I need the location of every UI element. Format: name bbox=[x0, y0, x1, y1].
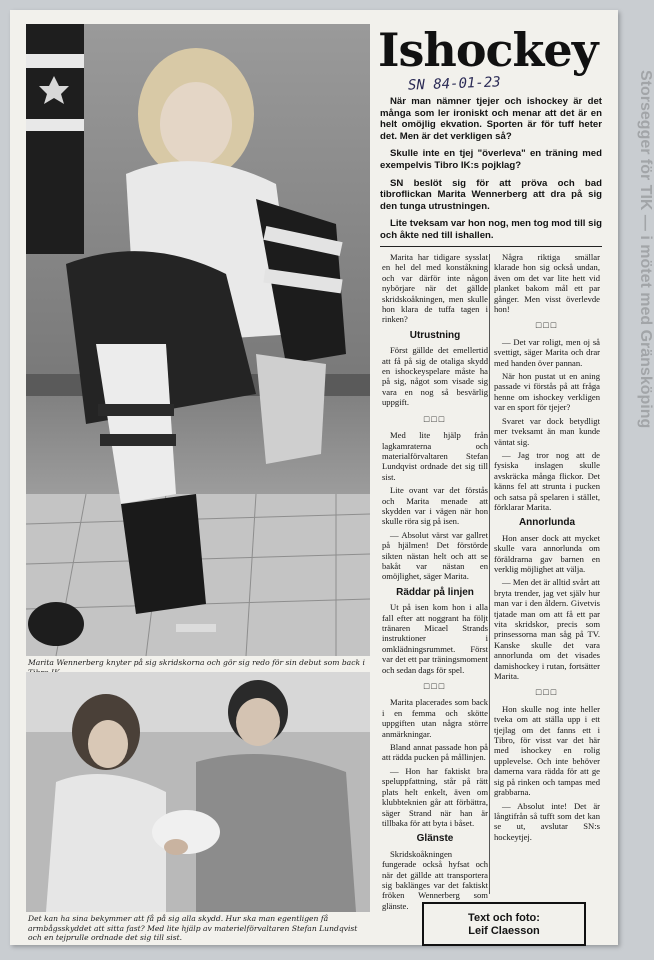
main-photo-caption: Marita Wennerberg knyter på sig skridskorna och gör sig redo för sin debut som back i bbox=[28, 658, 365, 667]
headline: Ishockey bbox=[378, 23, 598, 77]
body-paragraph: Med lite hjälp från lagkamraterna och materialförvaltaren Stefan Lundqvist ordnade det sig till sist. bbox=[382, 430, 488, 482]
section-subheading: Räddar på linjen bbox=[396, 586, 474, 598]
body-column-1 bbox=[382, 252, 488, 914]
lead-paragraphs bbox=[380, 96, 602, 248]
body-paragraph: Bland annat passade hon på att rädda pucken på mållinjen. bbox=[382, 742, 488, 763]
column-divider bbox=[489, 254, 490, 894]
body-paragraph: — Jag tror nog att de fysiska inslagen skulle avskräcka många flickor. Det känns fel att strunta i pucken och satsa på spelaren i stället, förklarar Marita. bbox=[494, 449, 600, 512]
body-paragraph: Marita har tidigare sysslat en hel del med konståkning och var därför inte någon nybörjare när det gällde skridskoåkningen, men skulle hon klara de tuffa tagen i rinken? bbox=[382, 252, 488, 325]
lead-paragraph: Skulle inte en tjej "överleva" en träning med exempelvis Tibro IK:s pojklag? bbox=[380, 148, 602, 171]
byline-label: Text och foto: bbox=[468, 912, 540, 924]
body-paragraph: Hon skulle nog inte heller tveka om att ställa upp i ett tjejlag om det fanns ett i Tibro, för visst var det här med ishockey en rolig upplevelse. Och inte behöver damerna vara rädda för att ge sig på rinken och tampas med grabbarna. bbox=[494, 703, 600, 798]
section-separator: □□□ bbox=[535, 687, 559, 698]
lead-paragraph: SN beslöt sig för att pröva och bad tibroflickan Marita Wennerberg att dra på sig den tunga utrustningen. bbox=[380, 177, 602, 212]
body-paragraph: Några riktiga smällar klarade hon sig också undan, även om det var lite hett vid planket bakom mål ett par gånger. Men visst överlevde hon! bbox=[494, 252, 600, 315]
body-paragraph: — Absolut inte! Det är långtifrån så tufft som det kan se ut, avslutar SN:s hockeytjej. bbox=[494, 800, 600, 842]
body-paragraph: Först gällde det emellertid att få på sig de otaliga skydd en ishockeyspelare måste ha på sig, något som visade sig vara en nog så besvärlig uppgift. bbox=[382, 345, 488, 408]
section-separator: □□□ bbox=[423, 681, 447, 692]
body-paragraph: — Men det är alltid svårt att bryta trender, jag vet själv hur man var i den åldern. Givetvis tjatade man om att få ett par vita skridskor, precis som prinsessorna man såg på TV. Kanske skulle det vara annorlunda om det visades damishockey i rutan, fortsätter Marita. bbox=[494, 577, 600, 682]
main-photo bbox=[26, 24, 370, 656]
body-paragraph: När hon pustat ut en aning passade vi förstås på att fråga henne om ishockey verkligen var en sport för tjejer? bbox=[494, 371, 600, 413]
lead-paragraph: Lite tveksam var hon nog, men tog mod till sig och åkte ned till ishallen. bbox=[380, 218, 602, 241]
body-paragraph: Lite ovant var det förstås och Marita menade att skydden var i vägen när hon skulle röra sig på isen. bbox=[382, 485, 488, 527]
section-separator: □□□ bbox=[423, 413, 447, 424]
reverse-side-bleed-text: Storsegger för TIK — i mötet med Gränsköping bbox=[637, 70, 654, 429]
body-paragraph: Skridskoåkningen fungerade också hyfsat och när det gällde att transportera sig baklänges var det faktiskt fröken Wennerberg som glänste. bbox=[382, 848, 488, 911]
newspaper-clipping bbox=[10, 10, 654, 945]
handwritten-date-note: SN 84-01-23 bbox=[407, 74, 501, 94]
section-subheading: Glänste bbox=[416, 833, 454, 845]
body-paragraph: Hon anser dock att mycket skulle vara annorlunda om föräldrarna gav barnen en verklig möjlighet att välja. bbox=[494, 532, 600, 574]
byline-box bbox=[422, 902, 586, 946]
second-photo-caption: Det kan ha sina bekymmer att få på sig alla skydd. Hur ska man egentligen få armbågsskyddet att sitta fast? Med lite hjälp av materielförvaltaren Stefan Lundqvist och en tejprulle ordnade det sig till sist. bbox=[28, 914, 358, 942]
body-paragraph: Ut på isen kom hon i alla fall efter att noggrant ha följt tränaren Micael Strands instruktioner i omklädningsrummet. Först var det ett par träningsmoment och sedan dags för spel. bbox=[382, 602, 488, 675]
byline-name: Leif Claesson bbox=[468, 925, 540, 937]
body-paragraph: — Hon har faktiskt bra speluppfattning, står på rätt plats helt enkelt, även om klubbteknien går att förbättra, säger Strand när han är tillbaka för att byta i båset. bbox=[382, 765, 488, 828]
second-photo bbox=[26, 672, 370, 912]
section-subheading: Utrustning bbox=[409, 329, 461, 341]
lead-divider bbox=[380, 246, 602, 247]
body-column-2 bbox=[494, 252, 600, 845]
body-paragraph: Marita placerades som back i en femma och skötte uppgiften utan några större anmärkningar. bbox=[382, 697, 488, 739]
lead-paragraph: När man nämner tjejer och ishockey är det många som ler ironiskt och menar att det är en helt omöjlig ekvation. Sporten är för tuff heter det. Men är det verkligen så? bbox=[380, 96, 602, 142]
section-separator: □□□ bbox=[535, 320, 559, 331]
body-paragraph: — Det var roligt, men oj så svettigt, säger Marita och drar med handen över pannan. bbox=[494, 336, 600, 368]
section-subheading: Annorlunda bbox=[518, 517, 576, 529]
body-paragraph: — Absolut värst var gallret på hjälmen! Det förstörde sikten nästan helt och att se bakåt var nästan en omöjlighet, säger Marita. bbox=[382, 529, 488, 582]
body-paragraph: Svaret var dock betydligt mer tveksamt än man kunde väntat sig. bbox=[494, 415, 600, 447]
